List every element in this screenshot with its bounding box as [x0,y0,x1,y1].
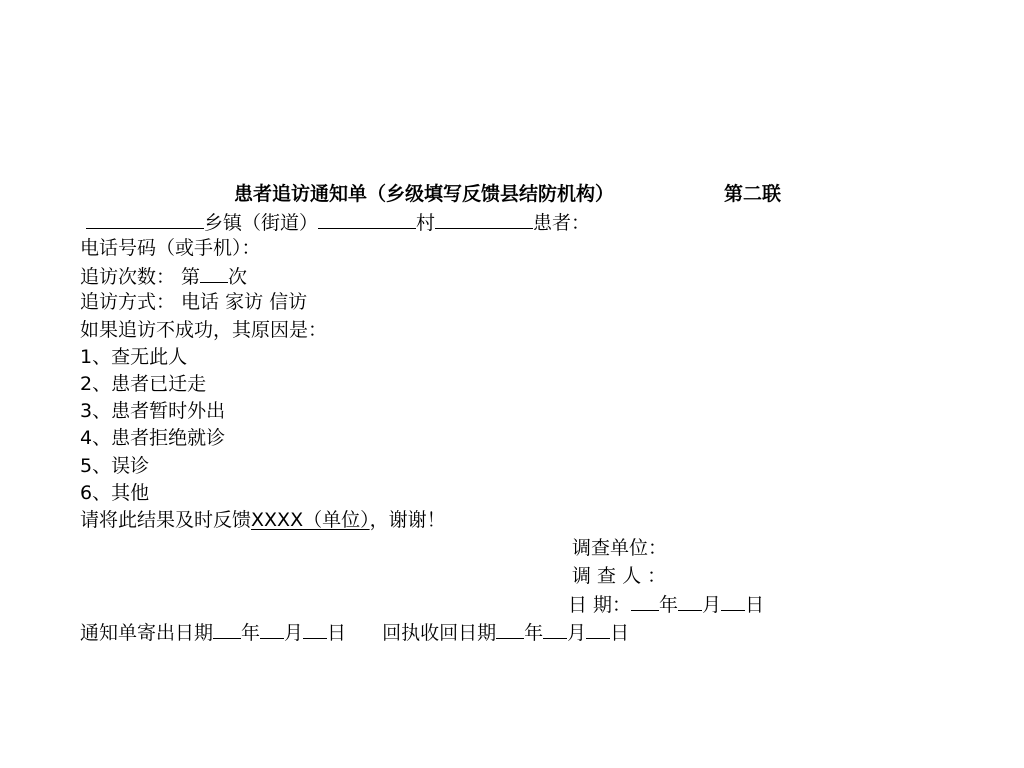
sent-year-label: 年 [241,622,261,644]
sent-month-blank[interactable] [260,618,284,639]
reason-item: 3、患者暂时外出 [80,400,226,422]
reason-heading: 如果追访不成功，其原因是： [80,319,328,341]
patient-blank[interactable] [435,208,533,229]
received-date-label: 回执收回日期 [382,622,497,644]
address-line [86,208,590,234]
day-label: 日 [745,594,765,616]
reason-item: 6、其他 [80,482,150,504]
received-day-blank[interactable] [586,618,610,639]
visits-prefix: 追访次数： 第 [80,266,201,288]
feedback-line [80,507,446,533]
reason-item: 2、患者已迁走 [80,373,207,395]
signature-date-line [568,590,764,616]
visits-line [80,262,247,288]
year-label: 年 [659,594,679,616]
visits-suffix: 次 [228,266,248,288]
form-title [0,180,1024,208]
dates-line [80,618,629,644]
year-blank[interactable] [631,590,659,611]
month-label: 月 [702,594,722,616]
sent-year-blank[interactable] [213,618,241,639]
feedback-prefix: 请将此结果及时反馈 [80,509,252,531]
title-main: 患者追访通知单（乡级填写反馈县结防机构） [234,183,615,205]
sent-day-blank[interactable] [303,618,327,639]
reason-item: 4、患者拒绝就诊 [80,427,226,449]
village-blank[interactable] [318,208,416,229]
feedback-unit: XXXX（单位） [251,509,370,531]
patient-label: 患者： [533,212,591,234]
town-blank[interactable] [86,208,204,229]
received-month-label: 月 [567,622,587,644]
date-label: 日 期： [568,594,632,616]
town-label: 乡镇（街道） [204,212,319,234]
sent-month-label: 月 [284,622,304,644]
sent-day-label: 日 [327,622,347,644]
reason-item: 5、误诊 [80,455,150,477]
received-month-blank[interactable] [543,618,567,639]
received-year-blank[interactable] [496,618,524,639]
village-label: 村 [416,212,436,234]
survey-unit-label: 调查单位： [572,537,668,559]
month-blank[interactable] [678,590,702,611]
method-line: 追访方式： 电话 家访 信访 [80,291,308,313]
visits-count-blank[interactable] [200,262,228,283]
feedback-suffix: ，谢谢！ [369,509,446,531]
received-day-label: 日 [610,622,630,644]
reason-item: 1、查无此人 [80,346,188,368]
phone-line: 电话号码（或手机）： [80,237,261,259]
investigator-label: 调 查 人 ： [572,565,667,587]
day-blank[interactable] [721,590,745,611]
sent-date-label: 通知单寄出日期 [80,622,214,644]
title-copy-label: 第二联 [724,183,782,205]
received-year-label: 年 [524,622,544,644]
